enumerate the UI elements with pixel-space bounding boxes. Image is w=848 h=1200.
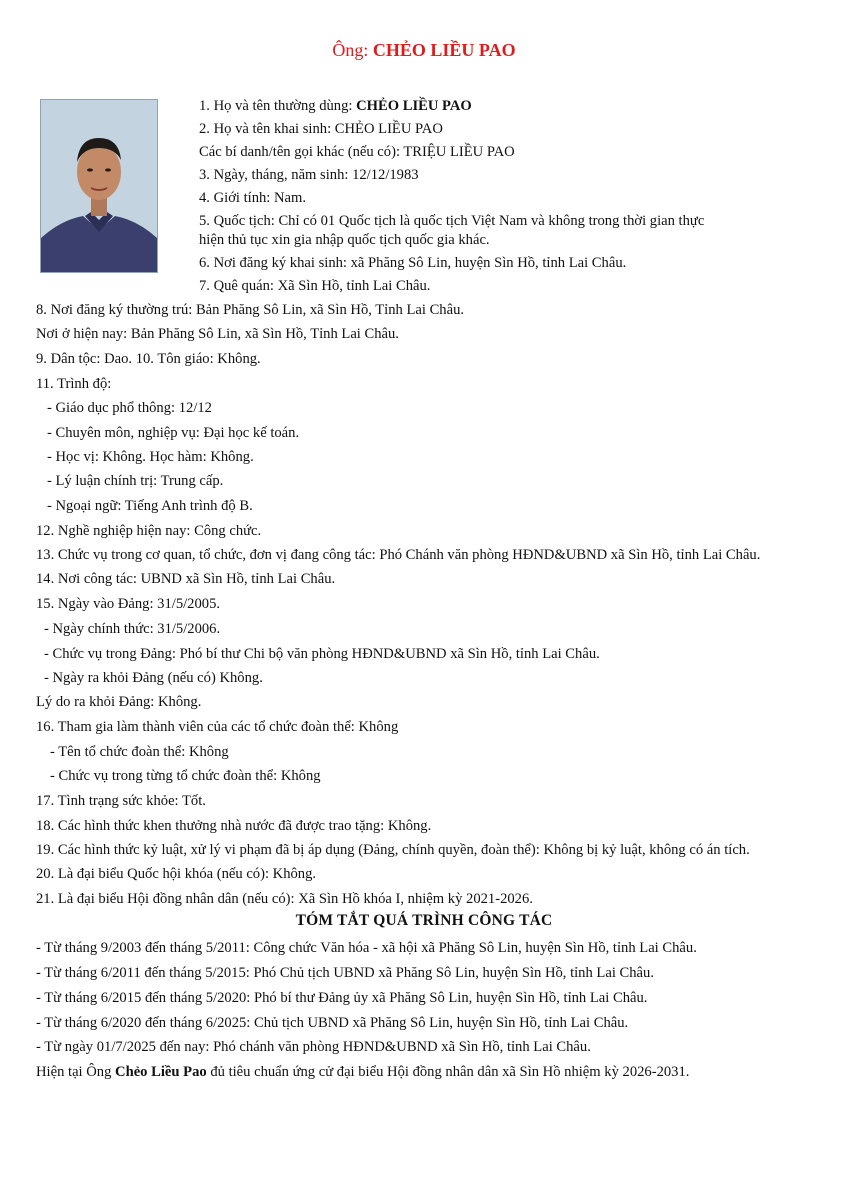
party-left-date: - Ngày ra khỏi Đảng (nếu có) Không. [44,670,263,686]
portrait-photo [40,99,158,273]
closing-statement [36,1063,689,1081]
career-item: - Từ ngày 01/7/2025 đến nay: Phó chánh văn phòng HĐND&UBND xã Sìn Hồ, tỉnh Lai Châu. [36,1039,591,1055]
page-title [0,40,848,61]
party-position: - Chức vụ trong Đảng: Phó bí thư Chi bộ văn phòng HĐND&UBND xã Sìn Hồ, tỉnh Lai Châu. [44,646,600,662]
item-6-birth-registration: 6. Nơi đăng ký khai sinh: xã Phăng Sô Lin, huyện Sìn Hồ, tỉnh Lai Châu. [199,255,627,271]
item-12-occupation: 12. Nghề nghiệp hiện nay: Công chức. [36,523,262,539]
item-8-permanent-residence: 8. Nơi đăng ký thường trú: Bản Phăng Sô Lin, xã Sìn Hồ, Tỉnh Lai Châu. [36,302,465,318]
career-item: - Từ tháng 6/2011 đến tháng 5/2015: Phó Chủ tịch UBND xã Phăng Sô Lin, huyện Sìn Hồ, tỉnh Lai Châu. [36,965,654,981]
closing-name: Chẻo Liều Pao [115,1064,207,1080]
title-name: CHẺO LIỀU PAO [372,40,516,60]
item-5-nationality-line1: 5. Quốc tịch: Chỉ có 01 Quốc tịch là quốc tịch Việt Nam và không trong thời gian thực [199,213,705,229]
party-official-date: - Ngày chính thức: 31/5/2006. [44,621,221,637]
item-1-common-name [199,97,472,115]
closing-prefix: Hiện tại Ông [36,1064,116,1080]
item-4-gender: 4. Giới tính: Nam. [199,190,307,206]
item-9-10-ethnicity-religion: 9. Dân tộc: Dao. 10. Tôn giáo: Không. [36,351,261,367]
career-item: - Từ tháng 6/2020 đến tháng 6/2025: Chủ tịch UBND xã Phăng Sô Lin, huyện Sìn Hồ, tỉnh Lai Châu. [36,1015,629,1031]
closing-suffix: đủ tiêu chuẩn ứng cử đại biểu Hội đồng nhân dân xã Sìn Hồ nhiệm kỳ 2026-2031. [206,1064,690,1080]
edu-general: - Giáo dục phổ thông: 12/12 [47,400,212,416]
item-13-position: 13. Chức vụ trong cơ quan, tổ chức, đơn vị đang công tác: Phó Chánh văn phòng HĐND&UBND xã Sìn Hồ, tỉnh Lai Châu. [36,547,761,563]
current-residence: Nơi ở hiện nay: Bản Phăng Sô Lin, xã Sìn Hồ, Tỉnh Lai Châu. [36,326,399,342]
item-18-awards: 18. Các hình thức khen thưởng nhà nước đã được trao tặng: Không. [36,818,432,834]
item-21-peoples-council: 21. Là đại biểu Hội đồng nhân dân (nếu có): Xã Sìn Hồ khóa I, nhiệm kỳ 2021-2026. [36,891,533,907]
item-11-education: 11. Trình độ: [36,376,112,392]
party-left-reason: Lý do ra khỏi Đảng: Không. [36,694,202,710]
edu-language: - Ngoại ngữ: Tiếng Anh trình độ B. [47,498,253,514]
portrait-image [41,100,157,272]
item-3-birth-date: 3. Ngày, tháng, năm sinh: 12/12/1983 [199,167,419,183]
edu-degree: - Học vị: Không. Học hàm: Không. [47,449,254,465]
title-prefix: Ông: [332,40,369,60]
career-summary-heading: TÓM TẮT QUÁ TRÌNH CÔNG TÁC [295,912,553,929]
item-5-nationality-line2: hiện thủ tục xin gia nhập quốc tịch quốc gia khác. [199,232,490,248]
item-1-label: 1. Họ và tên thường dùng: [199,98,357,114]
career-item: - Từ tháng 6/2015 đến tháng 5/2020: Phó bí thư Đảng ủy xã Phăng Sô Lin, huyện Sìn Hồ, tỉnh Lai Châu. [36,990,648,1006]
career-item: - Từ tháng 9/2003 đến tháng 5/2011: Công chức Văn hóa - xã hội xã Phăng Sô Lin, huyện Sìn Hồ, tỉnh Lai Châu. [36,940,697,956]
item-14-workplace: 14. Nơi công tác: UBND xã Sìn Hồ, tỉnh Lai Châu. [36,571,336,587]
org-position: - Chức vụ trong từng tổ chức đoàn thể: Không [50,768,321,784]
item-17-health: 17. Tình trạng sức khỏe: Tốt. [36,793,206,809]
item-1-name: CHẺO LIỀU PAO [356,98,472,114]
item-16-organizations: 16. Tham gia làm thành viên của các tổ chức đoàn thể: Không [36,719,399,735]
edu-professional: - Chuyên môn, nghiệp vụ: Đại học kế toán. [47,425,300,441]
item-15-party-join-date: 15. Ngày vào Đảng: 31/5/2005. [36,596,221,612]
aliases: Các bí danh/tên gọi khác (nếu có): TRIỆU LIỀU PAO [199,144,515,160]
item-20-national-assembly: 20. Là đại biểu Quốc hội khóa (nếu có): Không. [36,866,317,882]
edu-political: - Lý luận chính trị: Trung cấp. [47,473,224,489]
item-2-birth-name: 2. Họ và tên khai sinh: CHẺO LIỀU PAO [199,121,443,137]
item-19-discipline: 19. Các hình thức kỷ luật, xử lý vi phạm đã bị áp dụng (Đảng, chính quyền, đoàn thể): Không bị kỷ luật, không có án tích. [36,842,750,858]
org-name: - Tên tổ chức đoàn thể: Không [50,744,229,760]
item-7-hometown: 7. Quê quán: Xã Sìn Hồ, tỉnh Lai Châu. [199,278,431,294]
